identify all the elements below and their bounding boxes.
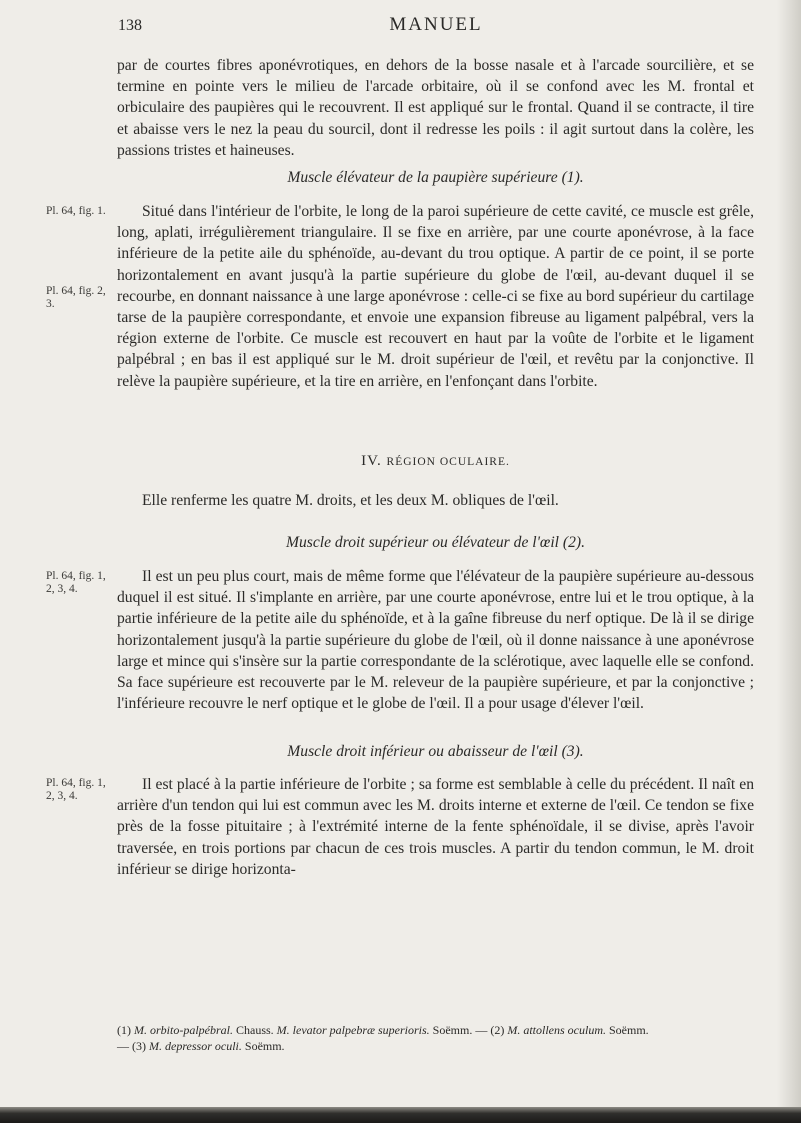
footnote-3-number: (3) [132, 1039, 146, 1053]
footnote-2-latin: M. attollens oculum. [507, 1023, 606, 1037]
footnote-3-latin: M. depressor oculi. [149, 1039, 242, 1053]
footnote-1-latin-2: M. levator palpebræ superioris. [276, 1023, 430, 1037]
muscle-heading: Muscle élévateur de la paupière supérieure (1). [287, 169, 584, 186]
margin-note-pl64-fig2: Pl. 64, fig. 2, 3. [46, 285, 106, 310]
muscle-heading: Muscle droit supérieur ou élévateur de l'œil (2). [286, 534, 585, 551]
muscle-heading: Muscle droit inférieur ou abaisseur de l'œil (3). [287, 743, 584, 760]
section-number: IV. [361, 453, 382, 469]
page-number: 138 [118, 17, 142, 34]
paragraph-elevateur-paupiere [117, 201, 754, 392]
paragraph-region-oculaire [117, 490, 754, 511]
footnote-1-number: (1) [117, 1023, 131, 1037]
footnotes [117, 1022, 754, 1054]
footnote-2-number: (2) [490, 1023, 505, 1037]
scan-bottom-border [0, 1107, 801, 1123]
footnote-1-source: Soëmm. — [432, 1023, 488, 1037]
paragraph-text: par de courtes fibres aponévrotiques, en dehors de la bosse nasale et à l'arcade sourcilière, et se termine en pointe vers le milieu de l'arcade orbitaire, où il se confond avec les M. frontal et orbiculaire des paupières qui le recouvrent. Il est appliqué sur le frontal. Quand il se contracte, il tire et abaisse vers le nez la peau du sourcil, dont il redresse les poils : il agit surtout dans la colère, les passions tristes et haineuses. [117, 57, 754, 159]
footnote-3-source: Soëmm. [244, 1039, 285, 1053]
margin-note-pl64-fig1: Pl. 64, fig. 1. [46, 205, 106, 217]
footnote-1-latin: M. orbito-palpébral. [134, 1023, 233, 1037]
section-heading [117, 453, 754, 470]
paragraph-text: Situé dans l'intérieur de l'orbite, le long de la paroi supérieure de cette cavité, ce muscle est grêle, long, aplati, irrégulièrement triangulaire. Il se fixe en arrière, par une courte aponévrose, à la face inférieure de la petite aile du sphénoïde, au-devant du trou optique. A partir de ce point, il se porte horizontalement en avant jusqu'à la partie supérieure du globe de l'œil, au-devant duquel il se recourbe, en donnant naissance à une large aponévrose : celle-ci se fixe au bord supérieur du cartilage tarse de la paupière correspondante, et envoie une expansion fibreuse au ligament palpébral, vers la région externe de l'orbite. Ce muscle est recouvert en haut par la voûte de l'orbite et le ligament palpébral ; en bas il est appliqué sur le M. droit supérieur de l'œil, et revêtu par la conjonctive. Il relève la paupière supérieure, et la tire en arrière, en l'enfonçant dans l'orbite. [117, 203, 754, 390]
footnote-1-author: Chauss. [236, 1023, 274, 1037]
footnote-3-dash: — [117, 1039, 129, 1053]
paragraph-text: Il est un peu plus court, mais de même forme que l'élévateur de la paupière supérieure au-dessous duquel il est situé. Il s'implante en arrière, par une courte aponévrose, entre lui et le trou optique, à la partie inférieure de la petite aile du sphénoïde, et à la gaîne fibreuse du nerf optique. De là il se dirige horizontalement jusqu'à la partie supérieure du globe de l'œil, où il donne naissance à une aponévrose large et mince qui s'insère sur la partie correspondante de la sclérotique, avec laquelle elle se confond. Sa face supérieure est recouverte par le M. releveur de la paupière supérieure, et par la conjonctive ; l'inférieure recouvre le nerf optique et le globe de l'œil. Il a pour usage d'élever l'œil. [117, 568, 754, 713]
paragraph-droit-superieur [117, 566, 754, 714]
section-name: RÉGION OCULAIRE. [386, 456, 510, 468]
page-header [118, 14, 754, 40]
running-head: MANUEL [389, 14, 483, 35]
paragraph-droit-inferieur [117, 774, 754, 880]
footnote-line-2 [117, 1038, 754, 1054]
heading-droit-inferieur [117, 741, 754, 762]
paragraph-intro [117, 55, 754, 161]
footnote-2-source: Soëmm. [609, 1023, 649, 1037]
paragraph-text: Elle renferme les quatre M. droits, et les deux M. obliques de l'œil. [142, 492, 559, 509]
heading-elevateur-paupiere [117, 167, 754, 188]
section-title [117, 453, 754, 470]
paragraph-text: Il est placé à la partie inférieure de l'orbite ; sa forme est semblable à celle du précédent. Il naît en arrière d'un tendon qui lui est commun avec les M. droits interne et externe de l'œil. Ce tendon se fixe près de la fosse pituitaire ; à l'extrémité interne de la fente sphénoïdale, il se divise, après l'avoir traversée, en trois portions par chacun de ces trois muscles. A partir du tendon commun, le M. droit inférieur se dirige horizonta- [117, 776, 754, 878]
heading-droit-superieur [117, 532, 754, 553]
margin-note-pl64-fig1-2-3-4-b: Pl. 64, fig. 1, 2, 3, 4. [46, 777, 106, 802]
page-edge-shadow [777, 0, 801, 1123]
footnote-line-1 [117, 1022, 754, 1038]
margin-note-pl64-fig1-2-3-4-a: Pl. 64, fig. 1, 2, 3, 4. [46, 570, 106, 595]
